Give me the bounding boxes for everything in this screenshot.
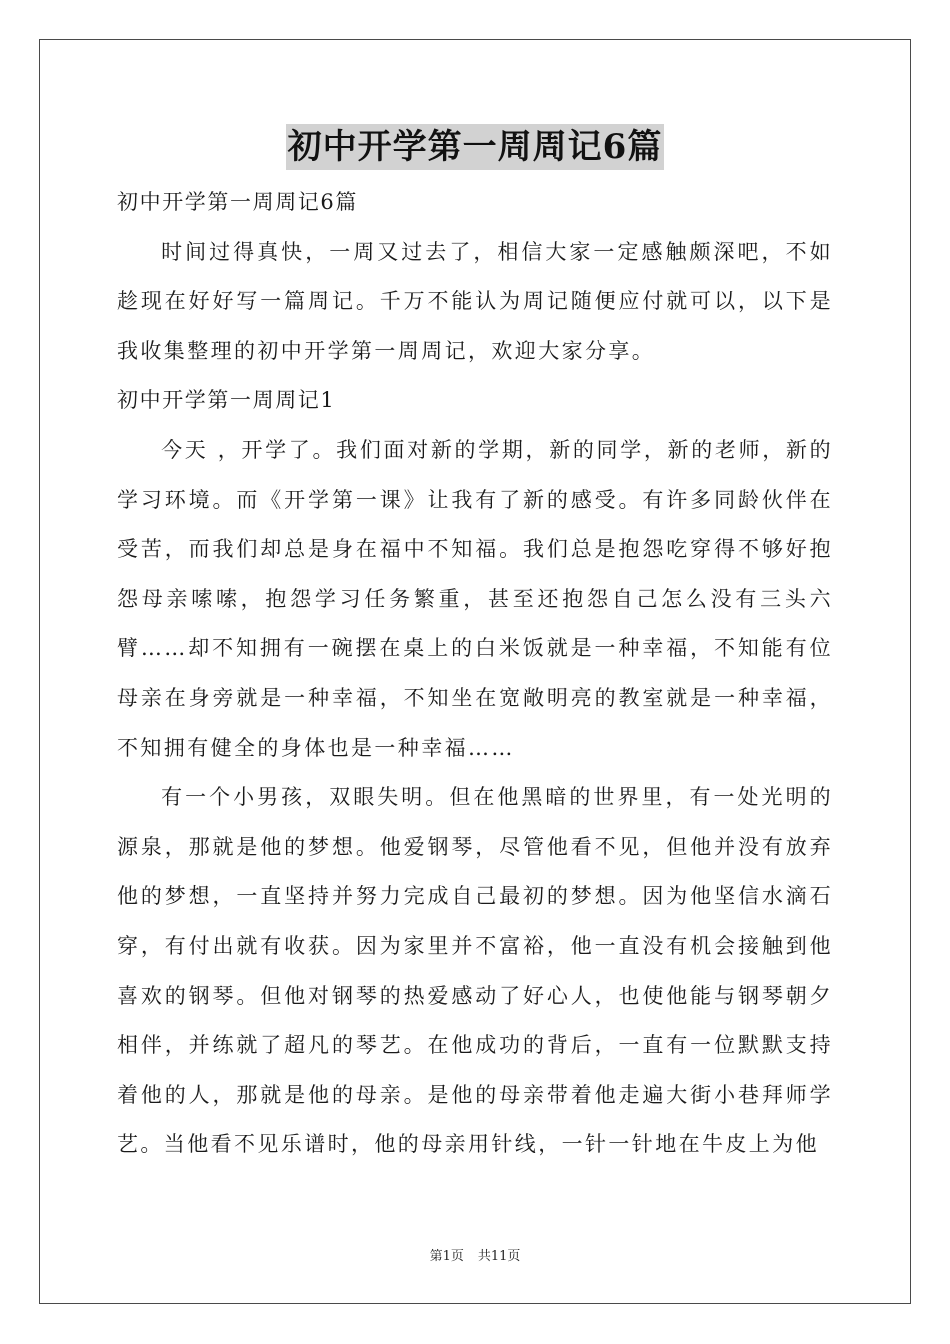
section-heading: 初中开学第一周周记1 bbox=[117, 388, 336, 413]
body-paragraph: 有一个小男孩，双眼失明。但在他黑暗的世界里，有一处光明的源泉，那就是他的梦想。他爱钢琴，尽管他看不见，但他并没有放弃他的梦想，一直坚持并努力完成自己最初的梦想。因为他坚信水滴石穿，有付出就有收获。因为家里并不富裕，他一直没有机会接触到他喜欢的钢琴。但他对钢琴的热爱感动了好心人，也使他能与钢琴朝夕相伴，并练就了超凡的琴艺。在他成功的背后，一直有一位默默支持着他的人，那就是他的母亲。是他的母亲带着他走遍大街小巷拜师学艺。当他看不见乐谱时，他的母亲用针线，一针一针地在牛皮上为他 bbox=[117, 785, 833, 1157]
section-heading: 初中开学第一周周记6篇 bbox=[117, 190, 358, 214]
page-number: 第1页 bbox=[429, 1249, 464, 1264]
page-footer bbox=[0, 1248, 950, 1266]
page-total: 共11页 bbox=[477, 1249, 521, 1264]
document-body bbox=[117, 178, 833, 1170]
title-container bbox=[0, 124, 950, 170]
body-paragraph: 时间过得真快，一周又过去了，相信大家一定感触颇深吧，不如趁现在好好写一篇周记。千万不能认为周记随便应付就可以，以下是我收集整理的初中开学第一周周记，欢迎大家分享。 bbox=[117, 239, 833, 363]
document-title: 初中开学第一周周记6篇 bbox=[286, 124, 665, 170]
body-paragraph: 今天 ，开学了。我们面对新的学期，新的同学，新的老师，新的学习环境。而《开学第一课》让我有了新的感受。有许多同龄伙伴在受苦，而我们却总是身在福中不知福。我们总是抱怨吃穿得不够好抱怨母亲嗦嗦，抱怨学习任务繁重，甚至还抱怨自己怎么没有三头六臂……却不知拥有一碗摆在桌上的白米饭就是一种幸福，不知能有位母亲在身旁就是一种幸福，不知坐在宽敞明亮的教室就是一种幸福，不知拥有健全的身体也是一种幸福…… bbox=[117, 437, 833, 760]
